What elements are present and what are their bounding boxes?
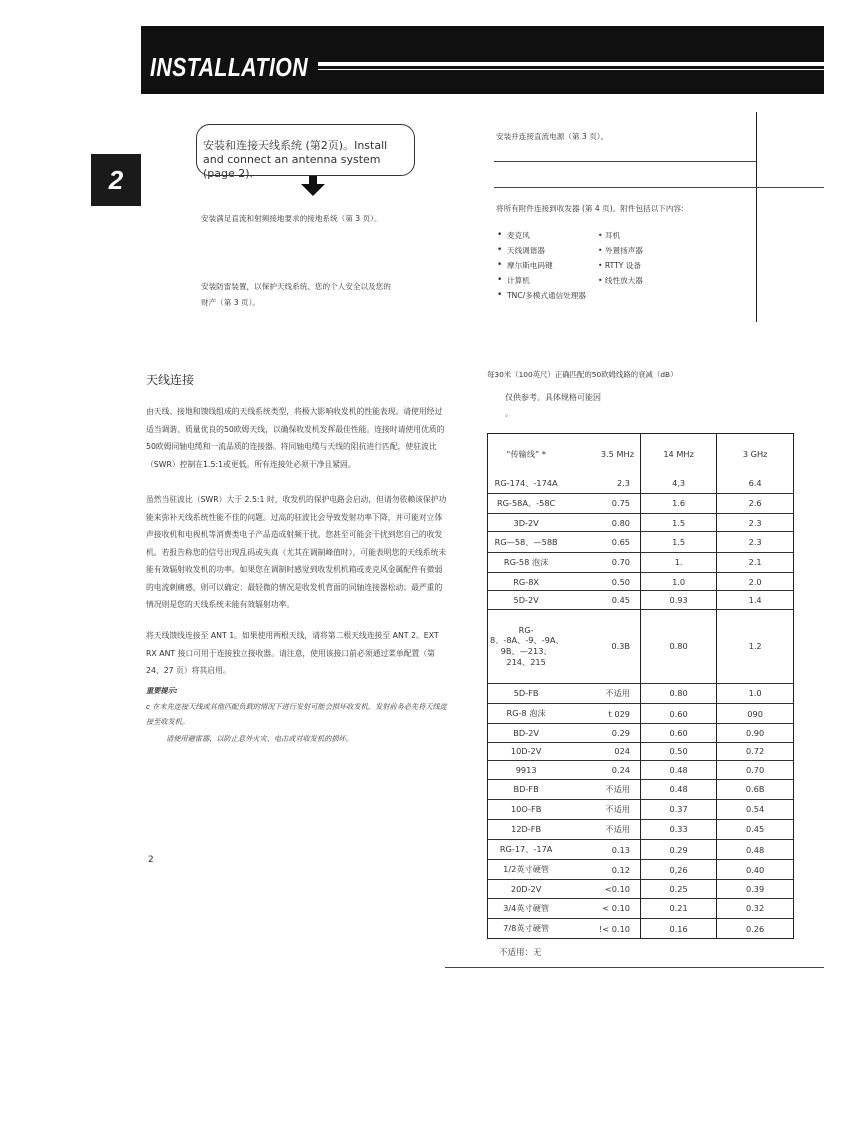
table-row (488, 819, 793, 839)
cell-value: 0.75 (564, 493, 640, 513)
cell-value: 0.16 (641, 919, 717, 938)
step-bubble-text: 安装和连接天线系统 (第2页)。Install and connect an antenna system (page 2). (203, 139, 388, 180)
cell-value: 0.24 (564, 761, 640, 779)
note-title: 重要提示: (146, 686, 178, 695)
list-item: • TNC/多模式通信处理器 (497, 288, 597, 303)
page-number: 2 (148, 855, 154, 865)
cell-line-type: RG-58A、-58C (488, 493, 564, 513)
cell-line-type: RG-17、-17A (488, 840, 564, 860)
cell-value: 1.0 (641, 572, 717, 590)
divider (494, 187, 824, 188)
cell-value: 0.93 (641, 591, 717, 609)
cell-line-type: 20D-2V (488, 880, 564, 898)
note-1: c 在未先连接天线或其他匹配负载的情况下进行发射可能会损坏收发机。发射前务必先将天线连接至收发机。 (146, 702, 447, 726)
cell-value: 不适用 (564, 779, 640, 799)
cell-line-type: 3/4英寸硬管 (488, 898, 564, 918)
cell-value: 0.48 (641, 779, 717, 799)
cell-value: 0.25 (641, 880, 717, 898)
cell-value: 2.3 (616, 478, 630, 489)
cell-value: 0.70 (717, 761, 793, 779)
table-note: 仅供参考。具体规格可能因 (505, 393, 601, 402)
list-item: • RTTY 设备 (598, 261, 641, 270)
step-ground: 安装满足直流和射频接地要求的接地系统（第 3 页）。 (201, 214, 382, 223)
cell-value: 0.3B (564, 609, 640, 683)
table-row (488, 761, 793, 779)
accessory-list-right (598, 228, 698, 288)
cell-value: 0.50 (564, 572, 640, 590)
cell-value: 0.12 (564, 860, 640, 880)
cell-value: 不适用 (564, 819, 640, 839)
list-item: • 天线调谐器 (497, 243, 597, 258)
paragraph-1: 由天线、接地和馈线组成的天线系统类型，将极大影响收发机的性能表现。请使用经过适当调谐、质量优良的50欧姆天线，以确保收发机发挥最佳性能。连接时请使用优质的50欧姆同轴电缆和一流品质的连接器。将同轴电缆与天线的阻抗进行匹配，使驻波比（SWR）控制在1.5:1或更低。所有连接处必须干净且紧固。 (146, 407, 445, 469)
list-item: • 摩尔斯电码键 (497, 258, 597, 273)
cell-value: < 0.10 (564, 898, 640, 918)
cell-line-type: RG-8X (488, 572, 564, 590)
divider (494, 161, 756, 162)
cell-value: 2.3 (717, 532, 793, 552)
cell-line-type: 5D-2V (488, 591, 564, 609)
cell-value: 0.50 (641, 742, 717, 760)
header-rule-thin (318, 69, 824, 70)
cell-value: 1.4 (717, 591, 793, 609)
table-title: 每30米（100英尺）正确匹配的50欧姆线路的衰减（dB） (487, 370, 678, 379)
header-rule (318, 62, 824, 66)
cell-value: 1. (641, 552, 717, 572)
cell-line-type: RG-58 泡沫 (488, 552, 564, 572)
cell-value: 6.4 (717, 474, 793, 493)
table-row (488, 474, 793, 493)
table-footnote: 不适用：无 (499, 948, 542, 958)
cell-value: 2.6 (717, 493, 793, 513)
cell-value: 1.6 (641, 493, 717, 513)
step-lightning-1: 安装防雷装置，以保护天线系统、您的个人安全以及您的 (201, 282, 391, 291)
cell-value: 0.48 (641, 761, 717, 779)
cell-line-type: BD-2V (488, 724, 564, 742)
cell-line-type: 3D-2V (488, 514, 564, 532)
cell-value: 0.21 (641, 898, 717, 918)
table-row (488, 840, 793, 860)
cell-value: 0.45 (717, 819, 793, 839)
list-item: • 耳机 (598, 231, 621, 240)
table-row (488, 898, 793, 918)
cell-value: 0.60 (641, 724, 717, 742)
cell-value: 0.40 (717, 860, 793, 880)
cell-value: 024 (564, 742, 640, 760)
table-row (488, 572, 793, 590)
cell-line-type: 10D-2V (488, 742, 564, 760)
down-arrow-stem (309, 176, 317, 184)
attenuation-table (487, 433, 794, 939)
cell-value: 0.33 (641, 819, 717, 839)
cell-value: 4,3 (641, 474, 717, 493)
cell-line-type: RG-8 泡沫 (488, 703, 564, 723)
cell-line-type: RG-174、-174A (494, 477, 558, 488)
cell-value: 2.3 (717, 514, 793, 532)
accessory-list-left (497, 228, 597, 303)
cell-value: 0.90 (717, 724, 793, 742)
section-heading: 天线连接 (146, 373, 195, 387)
cell-line-type: 12D-FB (488, 819, 564, 839)
table-row (488, 514, 793, 532)
cell-value: 0.13 (564, 840, 640, 860)
cell-value: 1.2 (717, 609, 793, 683)
cell-value: 0.29 (641, 840, 717, 860)
cell-line-type: 10O-FB (488, 799, 564, 819)
step-power: 安装并连接直流电源（第 3 页）。 (496, 132, 609, 141)
chapter-tab: 2 (91, 154, 141, 206)
table-row (488, 860, 793, 880)
table-row (488, 683, 793, 703)
cell-value: 0.37 (641, 799, 717, 819)
col-header-14mhz: 14 MHz (641, 434, 717, 474)
cell-value: 0.48 (717, 840, 793, 860)
table-header-row (488, 434, 793, 474)
list-item: • 计算机 (497, 273, 597, 288)
cell-value: t 029 (564, 703, 640, 723)
cell-value: 2.0 (717, 572, 793, 590)
list-item: • 线性放大器 (598, 276, 643, 285)
cell-value: 0.39 (717, 880, 793, 898)
cell-value: 0.32 (717, 898, 793, 918)
table-row (488, 609, 793, 683)
list-item: • 外置扬声器 (598, 246, 643, 255)
col-header-35mhz: 3.5 MHz (600, 449, 634, 459)
table-row (488, 799, 793, 819)
table-row (488, 880, 793, 898)
cell-line-type: 9913 (488, 761, 564, 779)
cell-value: 0.26 (717, 919, 793, 938)
table-row (488, 742, 793, 760)
cell-value: 0,26 (641, 860, 717, 880)
cell-value: 0.60 (641, 703, 717, 723)
table-row (488, 703, 793, 723)
cell-line-type: 5D-FB (488, 683, 564, 703)
note-2: 请使用避雷器，以防止意外火灾、电击或对收发机的损坏。 (166, 734, 353, 743)
cell-value: 0.54 (717, 799, 793, 819)
cell-value: 0.80 (641, 609, 717, 683)
table-row (488, 532, 793, 552)
cell-value: !< 0.10 (564, 919, 640, 938)
col-header-3ghz: 3 GHz (717, 434, 793, 474)
cell-value: 0.6B (717, 779, 793, 799)
paragraph-3: 将天线馈线连接至 ANT 1。如果使用两根天线，请将第二根天线连接至 ANT 2。EXT RX ANT 接口可用于连接独立接收器。请注意，使用该接口前必须通过菜单配置（第 24、27 页）将其启用。 (146, 631, 439, 675)
cell-value: 2.1 (717, 552, 793, 572)
cell-line-type: 7/8英寸硬管 (488, 919, 564, 938)
table-row (488, 779, 793, 799)
cell-value: 0.80 (564, 514, 640, 532)
table-row (488, 552, 793, 572)
table-row (488, 919, 793, 938)
table-note-end: 。 (505, 409, 513, 418)
step-lightning-2: 财产（第 3 页）。 (201, 298, 261, 307)
cell-line-type: RG—58、—58B (488, 532, 564, 552)
cell-value: 0.45 (564, 591, 640, 609)
divider-vertical (756, 112, 757, 322)
cell-value: 0.65 (564, 532, 640, 552)
cell-value: 0.70 (564, 552, 640, 572)
table-row (488, 591, 793, 609)
down-arrow-icon (301, 184, 325, 196)
cell-value: 090 (717, 703, 793, 723)
cell-value: 1.5 (641, 514, 717, 532)
list-item: • 麦克风 (497, 228, 597, 243)
page-title: INSTALLATION (150, 52, 309, 82)
cell-value: 0.29 (564, 724, 640, 742)
table-row (488, 493, 793, 513)
table-row (488, 724, 793, 742)
cell-value: 1.0 (717, 683, 793, 703)
cell-value: 不适用 (564, 799, 640, 819)
bottom-rule (445, 967, 824, 968)
cell-value: 1.5 (641, 532, 717, 552)
cell-line-type: RG-8、-8A、-9、-9A、9B、—213、214、215 (488, 609, 564, 683)
cell-value: <0.10 (564, 880, 640, 898)
cell-value: 不适用 (564, 683, 640, 703)
cell-line-type: 1/2英寸硬管 (488, 860, 564, 880)
cell-value: 0.80 (641, 683, 717, 703)
cell-line-type: BD-FB (488, 779, 564, 799)
step-accessories: 将所有附件连接到收发器 (第 4 页)。附件包括以下内容: (496, 204, 684, 213)
paragraph-2: 虽然当驻波比（SWR）大于 2.5:1 时，收发机的保护电路会启动，但请勿依赖该保护功能来弥补天线系统性能不佳的问题。过高的驻波比会导致发射功率下降，并可能对立体声接收机和电视机等消费类电子产品造成射频干扰。您甚至可能会干扰到您自己的收发机。若报告称您的信号出现乱码或失真（尤其在调制峰值时），可能表明您的天线系统未能有效辐射收发机的功率。如果您在调制时感觉到收发机机箱或麦克风金属配件有微弱的电流刺痛感，则可以确定：最轻微的情况是收发机背面的同轴连接器松动；最严重的情况则是您的天线系统未能有效辐射功率。 (146, 495, 447, 609)
col-header-line: “传输线” * (506, 448, 546, 459)
cell-value: 0.72 (717, 742, 793, 760)
